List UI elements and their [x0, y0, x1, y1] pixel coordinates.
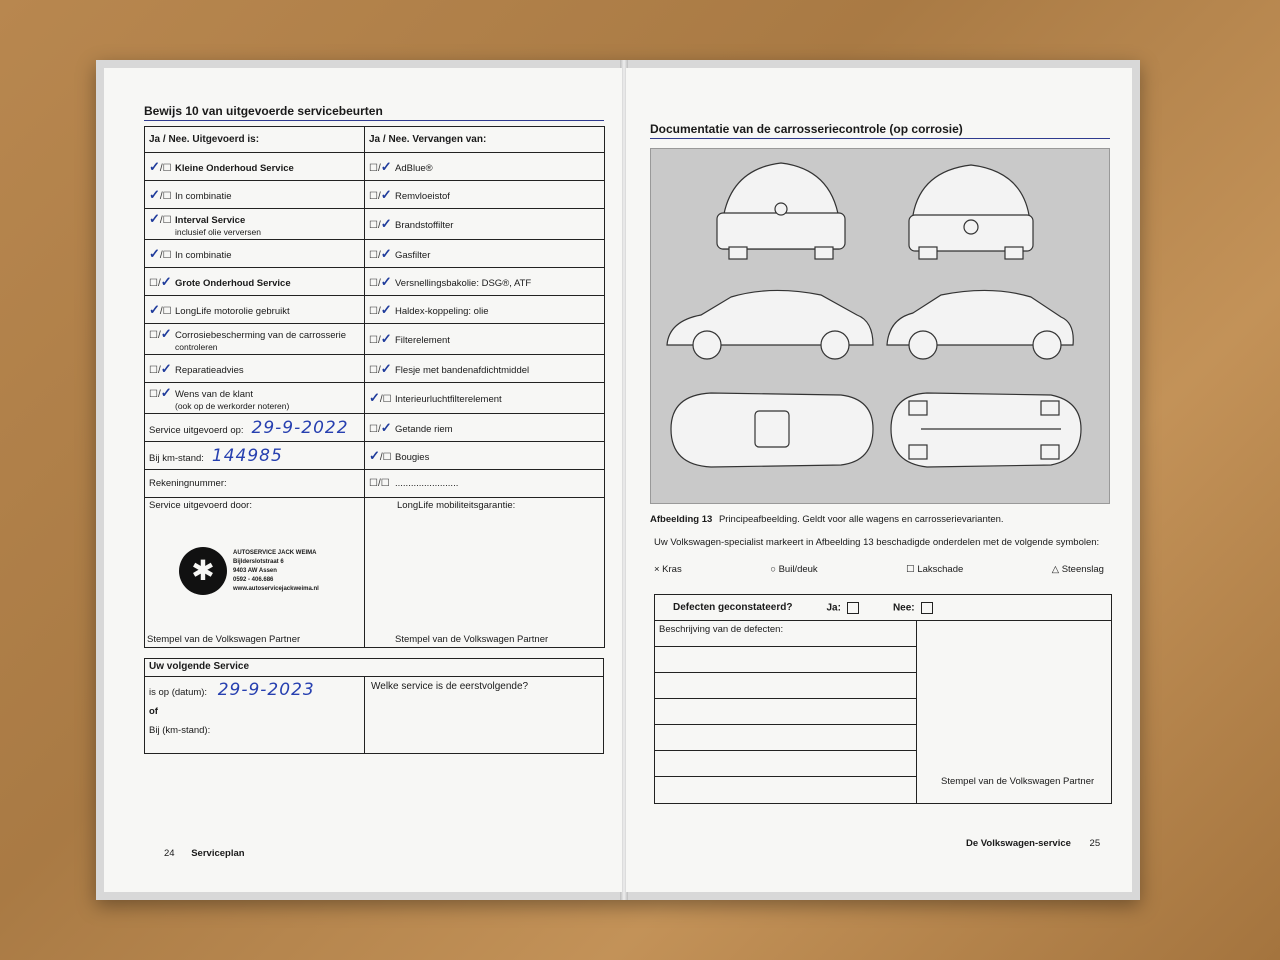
table-row: [145, 383, 605, 414]
replaced-item-label: ........................: [395, 478, 459, 489]
service-item-label: Service uitgevoerd op:: [149, 424, 244, 436]
replaced-item-label: Bougies: [395, 451, 430, 463]
description-line[interactable]: [655, 699, 916, 725]
right-page: [626, 68, 1132, 892]
replaced-item-label: Remvloeistof: [395, 190, 450, 202]
replaced-item-label: Flesje met bandenafdichtmiddel: [395, 364, 530, 376]
table-row: [145, 240, 605, 268]
service-item-label: Wens van de klant: [175, 389, 253, 400]
left-checkbox[interactable]: ✓/☐: [149, 245, 172, 261]
replaced-item-label: Versnellingsbakolie: DSG®, ATF: [395, 277, 532, 289]
service-by-cell: [145, 498, 365, 648]
performed-cell: [145, 181, 365, 209]
right-checkbox[interactable]: ✓/☐: [369, 447, 392, 463]
defects-no: [893, 602, 933, 614]
description-line[interactable]: [655, 673, 916, 699]
replaced-cell: [365, 153, 605, 181]
left-checkbox[interactable]: ✓/☐: [149, 158, 172, 174]
footer-label: De Volkswagen-service: [966, 838, 1071, 849]
or-label: of: [149, 706, 158, 717]
right-checkbox[interactable]: ☐/✓: [369, 273, 392, 289]
defects-description: [655, 621, 917, 803]
table-row: [145, 296, 605, 324]
left-checkbox[interactable]: ✓/☐: [149, 186, 172, 202]
service-item-label: Reparatieadvies: [175, 364, 244, 376]
car-diagram-svg: [651, 149, 1109, 503]
page-number: 24: [164, 848, 175, 859]
defects-header: [655, 595, 1111, 621]
no-label: Nee:: [892, 602, 915, 614]
caption-text: Principeafbeelding. Geldt voor alle wagens en carrosserievarianten.: [718, 514, 1004, 525]
table-header-row: [145, 127, 605, 153]
performed-cell: [145, 355, 365, 383]
performed-cell: [145, 153, 365, 181]
title-rule: [144, 120, 604, 121]
car-side-view-icon: [887, 290, 1073, 359]
col-head-left: Ja / Nee. Uitgevoerd is:: [145, 127, 365, 153]
left-footer: [164, 848, 245, 859]
replaced-cell: [365, 470, 605, 498]
replaced-item-label: Interieurluchtfilterelement: [395, 394, 502, 405]
replaced-item-label: Haldex-koppeling: olie: [395, 305, 489, 317]
stamp-line: 9403 AW Assen: [233, 567, 277, 574]
replaced-cell: [365, 355, 605, 383]
caption-label: Afbeelding 13: [650, 514, 713, 525]
handwritten-value: 29-9-2022: [251, 417, 349, 438]
left-checkbox[interactable]: ☐/✓: [149, 326, 172, 341]
table-row: [145, 355, 605, 383]
table-row: [145, 153, 605, 181]
stamp-line: Bijlderslotstraat 6: [233, 558, 284, 565]
stamp-text: [233, 549, 319, 594]
left-checkbox[interactable]: ☐/✓: [149, 360, 172, 376]
right-checkbox[interactable]: ☐/✓: [369, 186, 392, 202]
stamp-row: [145, 498, 605, 648]
car-diagram: [650, 148, 1110, 504]
replaced-cell: [365, 209, 605, 240]
longlife-cell: [365, 498, 605, 648]
replaced-item-label: Getande riem: [395, 423, 453, 435]
right-footer: [966, 838, 1100, 849]
service-item-label: In combinatie: [175, 190, 232, 202]
handwritten-value: 144985: [211, 445, 283, 466]
replaced-item-label: Brandstoffilter: [395, 220, 454, 231]
service-item-label: Bij km-stand:: [149, 452, 204, 464]
performed-cell: [145, 414, 365, 442]
car-side-view-icon: [667, 290, 873, 359]
replaced-cell: [365, 383, 605, 414]
service-item-label: LongLife motorolie gebruikt: [175, 305, 290, 317]
table-row: [145, 324, 605, 355]
symbol-stone-chip: △ Steenslag: [1051, 564, 1104, 575]
right-checkbox[interactable]: ☐/✓: [369, 158, 392, 174]
right-checkbox[interactable]: ☐/✓: [369, 301, 392, 317]
table-row: [145, 209, 605, 240]
next-service-fields: [145, 677, 365, 753]
replaced-item-label: Filterelement: [395, 335, 450, 346]
open-booklet: [96, 60, 1140, 900]
replaced-cell: [365, 240, 605, 268]
car-underbody-view-icon: [891, 393, 1081, 467]
service-item-sublabel: inclusief olie verversen: [175, 227, 261, 237]
performed-cell: [145, 240, 365, 268]
stamp-label: Stempel van de Volkswagen Partner: [941, 776, 1095, 787]
replaced-item-label: Gasfilter: [395, 249, 431, 261]
symbol-paint-damage: ☐ Lakschade: [906, 564, 964, 575]
service-item-label: Corrosiebescherming van de carrosserie: [175, 330, 347, 341]
service-table: [144, 126, 605, 648]
next-date-value: 29-9-2023: [217, 680, 315, 700]
left-checkbox[interactable]: ☐/✓: [149, 273, 172, 289]
right-checkbox[interactable]: ☐/✓: [369, 419, 392, 435]
replaced-cell: [365, 442, 605, 470]
service-item-label: Rekeningnummer:: [149, 478, 227, 489]
table-row: [145, 268, 605, 296]
yes-label: Ja:: [826, 602, 841, 614]
stamp-line: 0592 - 406.686: [233, 576, 274, 583]
next-date-label: is op (datum):: [149, 687, 208, 698]
description-label: Beschrijving van de defecten:: [655, 621, 916, 647]
replaced-cell: [365, 268, 605, 296]
performed-cell: [145, 442, 365, 470]
instruction-text: Uw Volkswagen-specialist markeert in Afbeelding 13 beschadigde onderdelen met de volgende symbolen:: [654, 537, 1100, 548]
service-item-label: Kleine Onderhoud Service: [175, 162, 294, 174]
service-item-label: Interval Service: [175, 215, 246, 226]
page-title: Documentatie van de carrosseriecontrole (op corrosie): [650, 122, 963, 136]
longlife-label: LongLife mobiliteitsgarantie:: [397, 500, 516, 511]
car-top-view-icon: [671, 393, 873, 467]
title-rule: [650, 138, 1110, 139]
table-row: [145, 181, 605, 209]
car-front-view-icon: [909, 165, 1033, 259]
yes-checkbox[interactable]: [847, 602, 859, 614]
next-km-label: Bij (km-stand):: [149, 725, 211, 736]
performed-cell: [145, 209, 365, 240]
page-number: 25: [1089, 838, 1101, 849]
defects-yes: [826, 602, 858, 614]
right-checkbox[interactable]: ✓/☐: [369, 390, 392, 405]
right-checkbox[interactable]: ☐/☐: [369, 478, 390, 489]
right-checkbox[interactable]: ☐/✓: [369, 245, 392, 261]
page-title: Bewijs 10 van uitgevoerde servicebeurten: [144, 104, 383, 118]
service-item-label: Grote Onderhoud Service: [175, 277, 291, 289]
next-service-question: Welke service is de eerstvolgende?: [371, 681, 529, 692]
right-checkbox[interactable]: ☐/✓: [369, 360, 392, 376]
table-row: [145, 442, 605, 470]
car-rear-view-icon: [717, 163, 845, 259]
symbol-dent: ○ Buil/deuk: [770, 564, 818, 575]
performed-cell: [145, 324, 365, 355]
left-page: [104, 68, 622, 892]
replaced-cell: [365, 296, 605, 324]
performed-cell: [145, 296, 365, 324]
replaced-cell: [365, 181, 605, 209]
performed-cell: [145, 268, 365, 296]
replaced-cell: [365, 414, 605, 442]
right-checkbox[interactable]: ☐/✓: [369, 331, 392, 346]
performed-cell: [145, 470, 365, 498]
stamp-label-right: Stempel van de Volkswagen Partner: [395, 634, 549, 645]
description-line[interactable]: [655, 725, 916, 751]
defects-question: Defecten geconstateerd?: [673, 602, 793, 613]
service-item-label: In combinatie: [175, 249, 232, 261]
service-by-label: Service uitgevoerd door:: [149, 500, 252, 511]
col-head-right: Ja / Nee. Vervangen van:: [365, 127, 605, 153]
no-checkbox[interactable]: [921, 602, 933, 614]
left-checkbox[interactable]: ✓/☐: [149, 211, 172, 226]
stamp-line: AUTOSERVICE JACK WEIMA: [233, 549, 317, 556]
description-line[interactable]: [655, 751, 916, 777]
service-item-sublabel: (ook op de werkorder noteren): [175, 401, 290, 411]
defects-box: [654, 594, 1112, 804]
table-row: [145, 470, 605, 498]
next-date-row: [149, 681, 360, 702]
dealer-logo-icon: ✱: [179, 547, 227, 595]
symbol-scratch: × Kras: [654, 564, 682, 575]
left-checkbox[interactable]: ☐/✓: [149, 385, 172, 400]
table-row: [145, 414, 605, 442]
replaced-cell: [365, 324, 605, 355]
next-service-box: [144, 658, 604, 754]
dealer-stamp: [179, 542, 349, 600]
right-checkbox[interactable]: ☐/✓: [369, 216, 392, 231]
left-checkbox[interactable]: ✓/☐: [149, 301, 172, 317]
stamp-line: www.autoservicejackweima.nl: [233, 585, 319, 592]
performed-cell: [145, 383, 365, 414]
figure-caption: [650, 514, 1004, 525]
next-service-title: Uw volgende Service: [145, 659, 603, 677]
damage-symbols: [654, 564, 1104, 575]
stamp-label-left: Stempel van de Volkswagen Partner: [147, 634, 301, 645]
footer-label: Serviceplan: [191, 848, 245, 859]
service-item-sublabel: controleren: [175, 342, 218, 352]
replaced-item-label: AdBlue®: [395, 162, 433, 174]
description-line[interactable]: [655, 647, 916, 673]
